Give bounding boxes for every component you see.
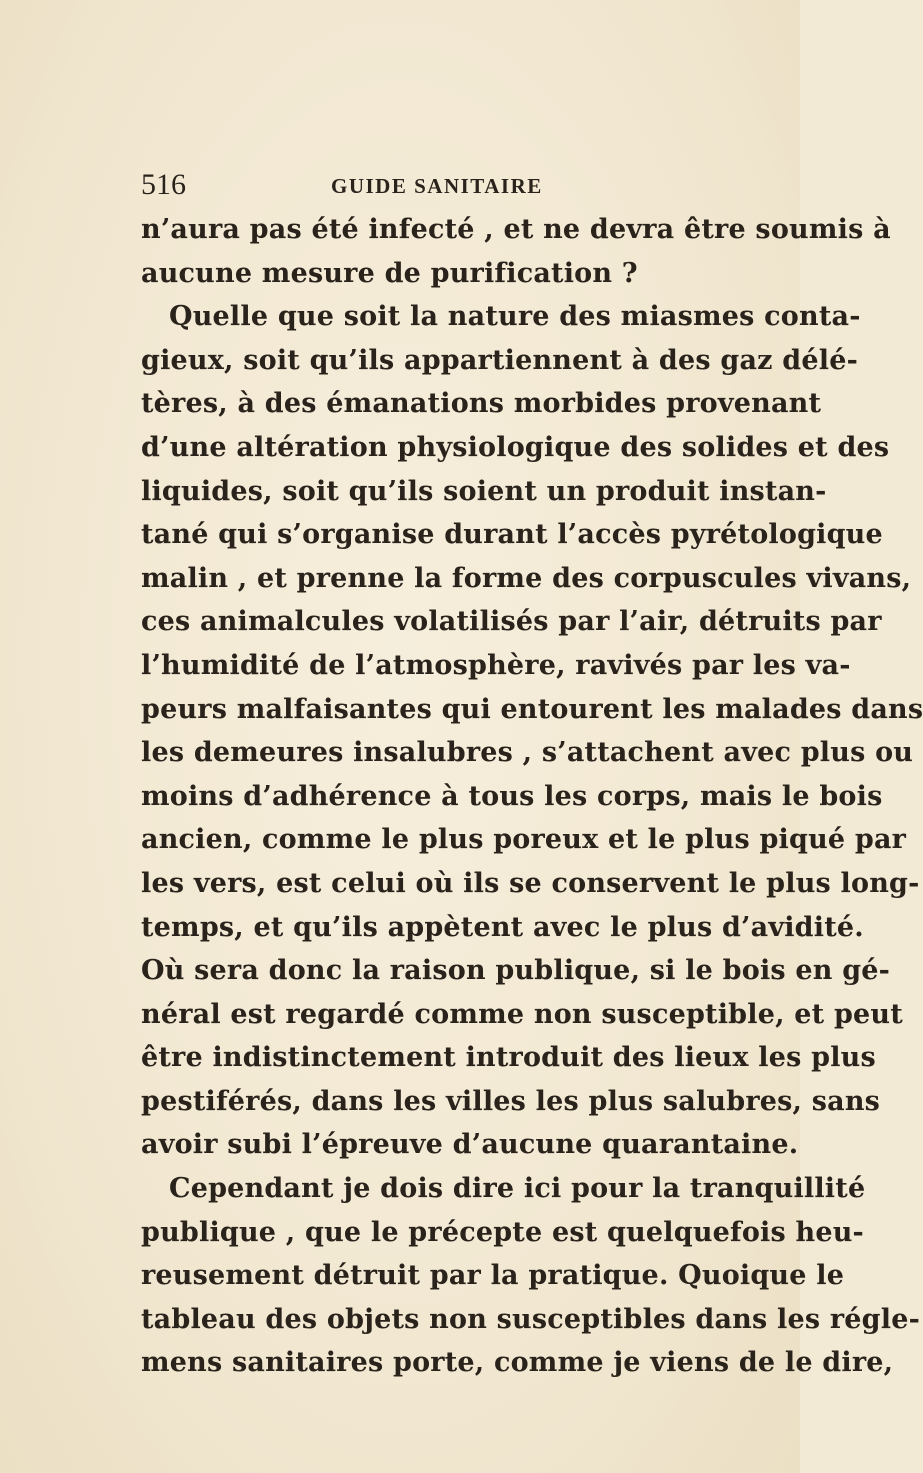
- text-line: d’une altération physiologique des solides et des: [141, 431, 890, 463]
- text-line: publique , que le précepte est quelquefois heu-: [141, 1216, 864, 1248]
- text-line: moins d’adhérence à tous les corps, mais le bois: [141, 780, 883, 812]
- text-line: peurs malfaisantes qui entourent les malades dans: [141, 693, 923, 725]
- text-line: ces animalcules volatilisés par l’air, détruits par: [141, 606, 882, 638]
- text-line: Cependant je dois dire ici pour la tranquillité: [169, 1173, 866, 1205]
- text-line: être indistinctement introduit des lieux les plus: [141, 1042, 876, 1074]
- text-line: temps, et qu’ils appètent avec le plus d’avidité.: [141, 911, 864, 943]
- page-number: 516: [141, 168, 186, 201]
- text-line: avoir subi l’épreuve d’aucune quarantaine.: [141, 1129, 799, 1161]
- body-text: [141, 208, 923, 1385]
- text-line: néral est regardé comme non susceptible, et peut: [141, 998, 903, 1030]
- text-line: gieux, soit qu’ils appartiennent à des gaz délé-: [141, 344, 858, 376]
- text-line: mens sanitaires porte, comme je viens de le dire,: [141, 1347, 894, 1379]
- text-line: tané qui s’organise durant l’accès pyrétologique: [141, 519, 883, 551]
- text-line: les demeures insalubres , s’attachent avec plus ou: [141, 737, 914, 769]
- running-head: GUIDE SANITAIRE: [331, 174, 543, 198]
- text-line: tères, à des émanations morbides provenant: [141, 388, 822, 420]
- text-line: les vers, est celui où ils se conservent le plus long-: [141, 867, 920, 899]
- text-line: aucune mesure de purification ?: [141, 257, 638, 289]
- text-line: malin , et prenne la forme des corpuscules vivans,: [141, 562, 912, 594]
- text-line: n’aura pas été infecté , et ne devra être soumis à: [141, 214, 891, 245]
- text-line: liquides, soit qu’ils soient un produit instan-: [141, 475, 827, 507]
- text-line: Quelle que soit la nature des miasmes conta-: [169, 301, 861, 333]
- text-line: tableau des objets non susceptibles dans les régle-: [141, 1303, 920, 1335]
- page-header: [141, 168, 781, 208]
- text-line: reusement détruit par la pratique. Quoique le: [141, 1260, 845, 1292]
- text-line: ancien, comme le plus poreux et le plus piqué par: [141, 824, 907, 856]
- text-line: Où sera donc la raison publique, si le bois en gé-: [141, 955, 891, 987]
- text-line: l’humidité de l’atmosphère, ravivés par les va-: [141, 649, 851, 681]
- text-line: pestiférés, dans les villes les plus salubres, sans: [141, 1085, 881, 1117]
